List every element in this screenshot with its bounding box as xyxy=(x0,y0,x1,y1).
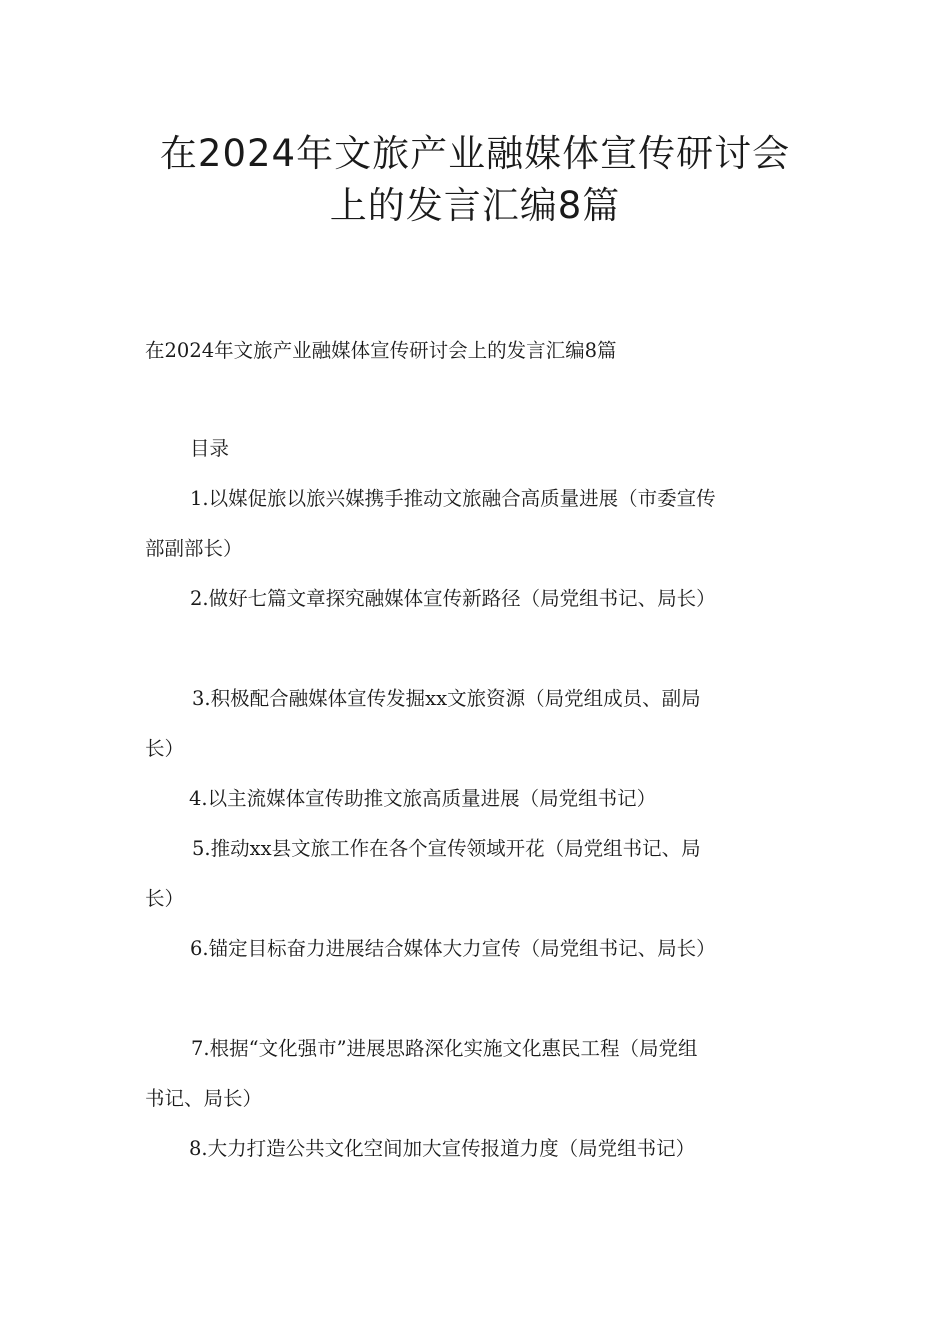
toc-item-3-line-2: 长） xyxy=(145,737,185,760)
toc-item-7 xyxy=(145,1024,815,1124)
document-title-line-2: 上的发言汇编8篇 xyxy=(329,184,621,227)
toc-item-8 xyxy=(145,1124,815,1174)
toc-item-6-line-1: 6.锚定目标奋力进展结合媒体大力宣传（局党组书记、局长） xyxy=(190,937,716,960)
document-title-line-1: 在2024年文旅产业融媒体宣传研讨会 xyxy=(159,132,791,175)
toc-item-7-line-1: 7.根据“文化强市”进展思路深化实施文化惠民工程（局党组 xyxy=(191,1037,698,1060)
toc-item-3-line-1: 3.积极配合融媒体宣传发掘xx文旅资源（局党组成员、副局 xyxy=(192,687,701,710)
toc-item-1-line-2: 部副部长） xyxy=(145,537,243,560)
toc-item-4-line-1: 4.以主流媒体宣传助推文旅高质量进展（局党组书记） xyxy=(189,787,657,810)
toc-heading: 目录 xyxy=(190,437,230,460)
toc-item-3 xyxy=(145,674,815,774)
toc-item-8-line-1: 8.大力打造公共文化空间加大宣传报道力度（局党组书记） xyxy=(189,1137,696,1160)
subtitle-paragraph: 在2024年文旅产业融媒体宣传研讨会上的发言汇编8篇 xyxy=(145,339,617,362)
toc-item-4 xyxy=(145,774,815,824)
toc-item-5-line-1: 5.推动xx县文旅工作在各个宣传领域开花（局党组书记、局 xyxy=(192,837,701,860)
toc-item-2 xyxy=(145,574,815,624)
toc-item-5-line-2: 长） xyxy=(145,887,185,910)
toc-item-1 xyxy=(145,474,815,574)
toc-item-6 xyxy=(145,924,815,974)
toc-item-5 xyxy=(145,824,815,924)
toc-item-1-line-1: 1.以媒促旅以旅兴媒携手推动文旅融合高质量进展（市委宣传 xyxy=(190,487,716,510)
document-title xyxy=(0,128,950,232)
toc-item-7-line-2: 书记、局长） xyxy=(145,1087,263,1110)
toc-item-2-line-1: 2.做好七篇文章探究融媒体宣传新路径（局党组书记、局长） xyxy=(190,587,716,610)
